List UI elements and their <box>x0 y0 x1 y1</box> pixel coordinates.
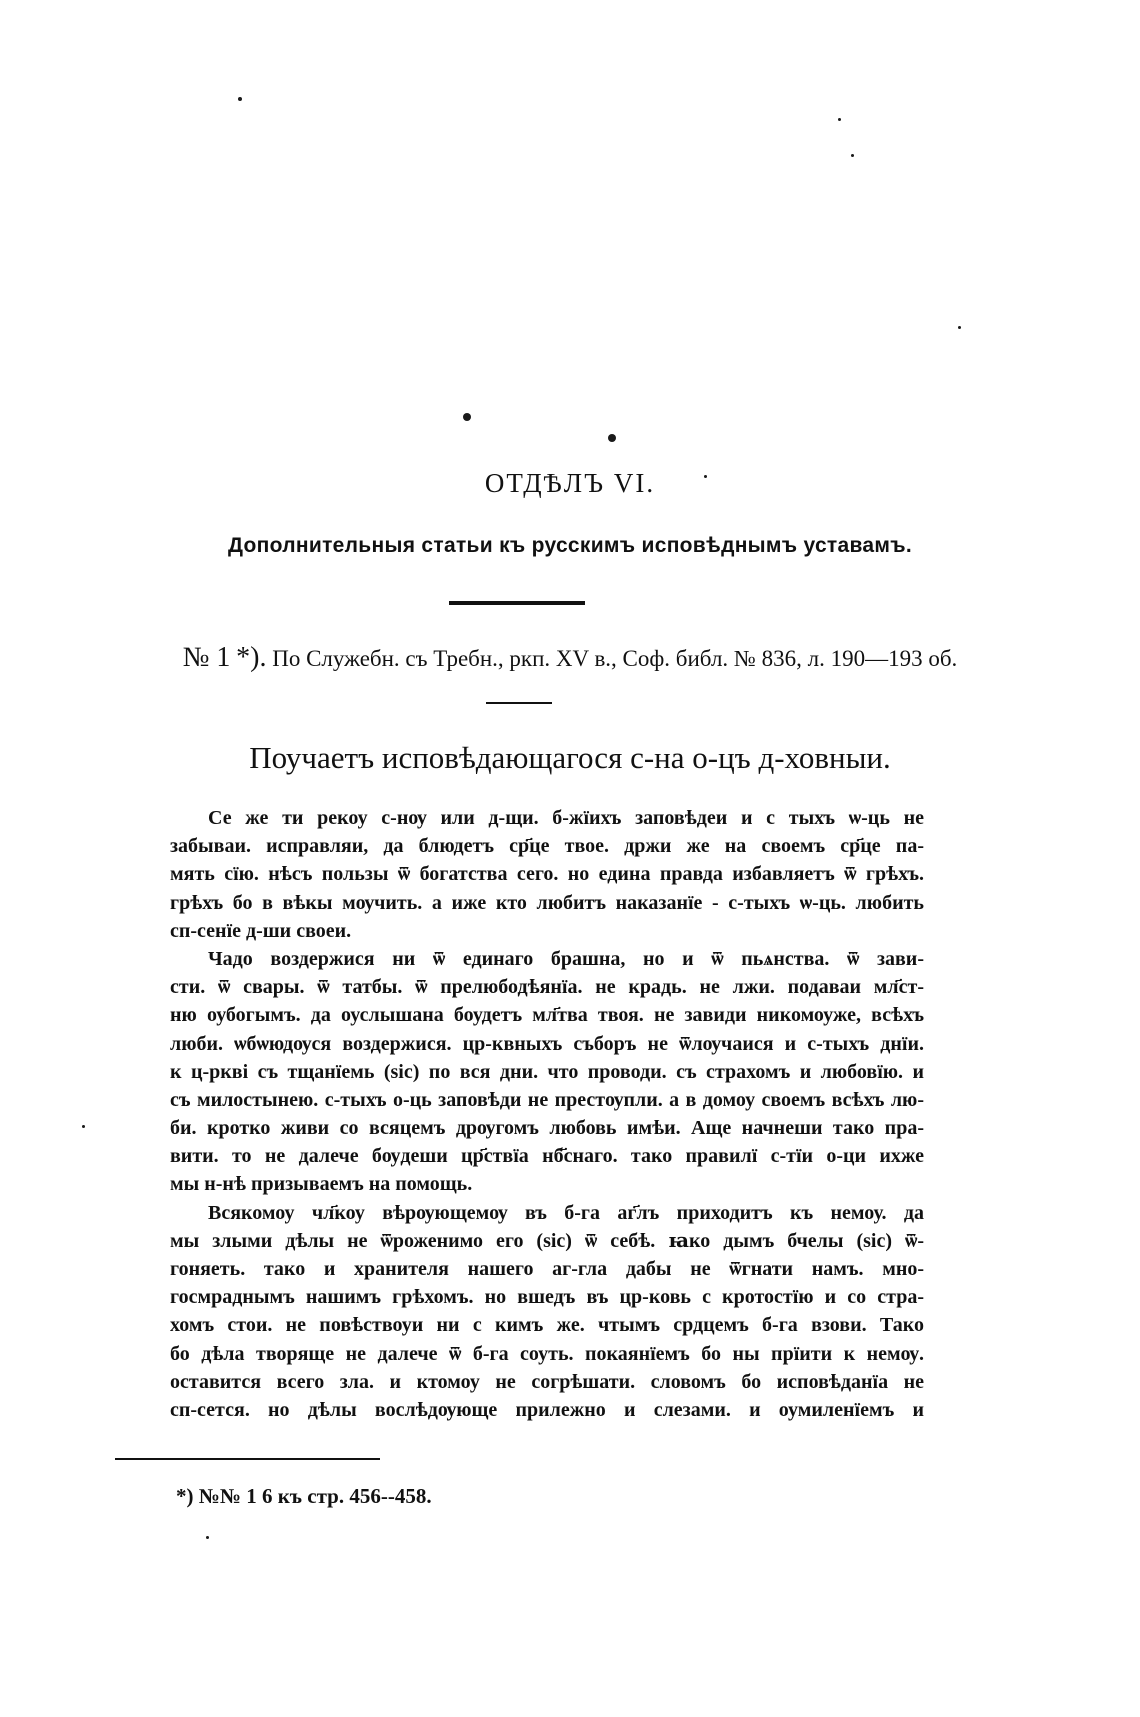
scan-speck <box>82 1125 85 1128</box>
document-number: № 1 <box>182 642 231 673</box>
title-divider <box>449 601 585 605</box>
body-text <box>170 804 924 1424</box>
text-line: гоняеть. тако и хранителя нашего аг-гла дабы не ѿгнати намъ. мно- <box>170 1258 924 1280</box>
text-line: госмраднымъ нашимъ грѣхомъ. но вшедъ въ цр-ковь с кротостїю и со стра- <box>170 1286 924 1309</box>
source-divider <box>486 702 552 704</box>
text-line: сти. ѿ свары. ѿ татбы. ѿ прелюбодѣянїа. не крадь. не лжи. подаваи мл҃ст- <box>170 976 924 999</box>
text-line: оставится всего зла. и ктомоу не согрѣшати. словомъ бо исповѣданїа не <box>170 1370 924 1393</box>
text-line: Всякомоу чл҃коу вѣрѹющемѹ въ б-га аг҃лъ приходитъ къ немоу. да <box>208 1201 924 1224</box>
source-reference <box>0 642 1140 674</box>
text-line: вити. то не далече бѹдеши цр҃ствїа нб҃снаго. тако правилї с-тїи о-ци ихже <box>170 1145 924 1168</box>
scan-speck <box>238 97 242 101</box>
footnote-divider <box>115 1458 380 1460</box>
text-line: мы злыми дѣлы не ѿроженимо его (sic) ѿ себѣ. ꙗко дымъ бчелы (sic) ѿ- <box>170 1229 924 1252</box>
text-line: съ милостынею. с-тыхъ о-ць заповѣди не престѹпли. а в домоу своемъ всѣхъ лю- <box>170 1088 924 1111</box>
scan-speck <box>838 118 841 121</box>
text-line: забываи. исправляи, да блюдетъ ср҃це твое. држи же на своемъ ср҃це па- <box>170 835 924 858</box>
text-line: мять сїю. нѣсъ пользы ѿ богатства сего. но едина правда избавляетъ ѿ грѣхъ. <box>170 863 924 886</box>
footnote: *) №№ 1 6 къ стр. 456--458. <box>176 1484 432 1508</box>
text-line: грѣхъ бо в вѣкы мѹчить. а иже кто любитъ наказанїе - с-тыхъ ѡ-ць. любить <box>170 891 924 914</box>
source-reference-text: По Служебн. съ Требн., ркп. XV в., Соф. библ. № 836, л. 190—193 об. <box>272 646 958 671</box>
text-line: хомъ стои. не повѣствоуи ни с кимъ же. чтымъ срдцемъ б-га взови. Тако <box>170 1314 924 1337</box>
section-title: ОТДѢЛЪ VI. <box>484 468 656 498</box>
text-line: ню оубогымъ. да оуслышана боудетъ мл҃тва твоя. не завиди никомоуже, всѣхъ <box>170 1004 924 1027</box>
footnote-marker: *). <box>236 642 267 673</box>
text-line: сп-сется. но дѣлы вослѣдѹюще прилежно и слезами. и оумиленїемъ и <box>170 1398 924 1421</box>
text-line: би. кротко живи со всяцемъ дрѹгомъ любовь имѣи. Аще начнеши тако пра- <box>170 1117 924 1140</box>
section-subtitle: Дополнительныя статьи къ русскимъ исповѣднымъ уставамъ. <box>228 534 912 557</box>
text-line: бо дѣла творяще не далече ѿ б-га соуть. покаянїемъ бо ны прїити к немѹ. <box>170 1342 924 1365</box>
text-line: Се же ти рекоу с-нѹ или д-щи. б-жїихъ заповѣдеи и с тыхъ ѡ-ць не <box>208 807 924 829</box>
text-line: мы н-нѣ призываемъ на помощь. <box>170 1173 473 1196</box>
scan-speck <box>608 434 616 442</box>
text-line: Чадо воздержися ни ѿ единаго брашна, но и ѿ пьѧнства. ѿ зави- <box>208 947 924 970</box>
scan-speck <box>851 154 854 157</box>
scan-speck <box>463 413 471 421</box>
text-line: сп-сенїе д-ши своеи. <box>170 919 352 942</box>
text-line: к ц-ркві съ тщанїемь (sic) по вся дни. что проводи. съ страхомъ и любовїю. и <box>170 1060 924 1083</box>
scan-speck <box>206 1536 209 1539</box>
scan-speck <box>958 326 961 329</box>
text-heading: Поучаетъ исповѣдающагося с-на о-цъ д-ховныи. <box>249 740 891 775</box>
text-line: люби. ѡбѡюдѹся воздержися. цр-квныхъ съборъ не ѿлѹчаися и с-тыхъ днїи. <box>170 1032 924 1055</box>
